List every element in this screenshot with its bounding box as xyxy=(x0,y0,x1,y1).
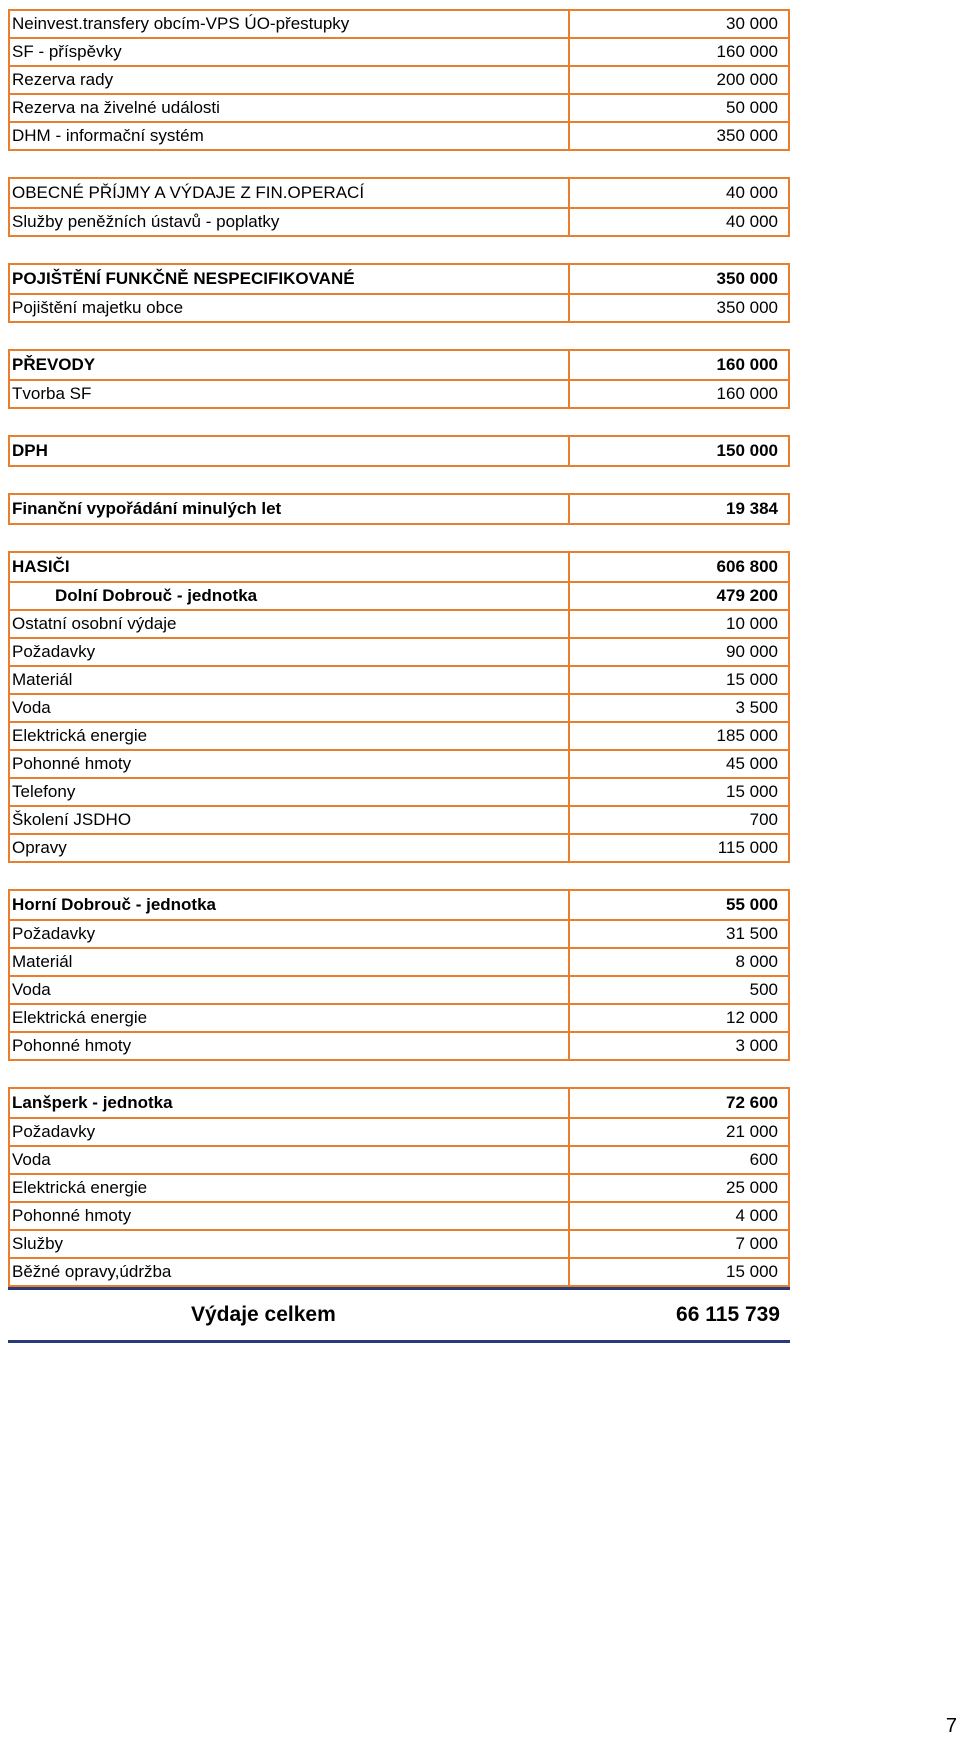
row-label: Rezerva na živelné události xyxy=(12,98,220,117)
row-label: Opravy xyxy=(12,838,67,857)
row-value: 72 600 xyxy=(726,1093,778,1112)
row-value: 15 000 xyxy=(726,1262,778,1281)
block-settlement xyxy=(8,493,790,525)
row-value: 4 000 xyxy=(735,1206,778,1225)
row-label: Školení JSDHO xyxy=(12,810,132,829)
row-value: 15 000 xyxy=(726,670,778,689)
row-label: Pohonné hmoty xyxy=(12,1036,132,1055)
row-label: Voda xyxy=(12,698,51,717)
row-value: 600 xyxy=(749,1150,778,1169)
row-label: Telefony xyxy=(12,782,76,801)
row-value: 160 000 xyxy=(716,355,778,374)
table-row xyxy=(10,11,788,37)
row-value: 479 200 xyxy=(716,586,778,605)
table-row xyxy=(10,975,788,1003)
row-value: 40 000 xyxy=(726,212,778,231)
row-value: 115 000 xyxy=(717,838,778,857)
row-value: 160 000 xyxy=(716,384,778,403)
table-row xyxy=(10,581,788,609)
section-heading: HASIČI xyxy=(12,557,70,576)
row-value: 40 000 xyxy=(726,183,778,202)
row-value: 19 384 xyxy=(726,499,778,518)
row-label: Rezerva rady xyxy=(12,70,114,89)
row-value: 3 500 xyxy=(735,698,778,717)
row-label: DHM - informační systém xyxy=(12,126,204,145)
block-horni-dobrouc xyxy=(8,889,790,1061)
table-row xyxy=(10,947,788,975)
block-dph xyxy=(8,435,790,467)
total-bottom-rule xyxy=(8,1340,790,1343)
row-value: 3 000 xyxy=(735,1036,778,1055)
total-section xyxy=(8,1287,790,1343)
subsection-heading: Dolní Dobrouč - jednotka xyxy=(55,586,258,605)
table-row xyxy=(10,293,788,321)
table-row xyxy=(10,495,788,523)
row-label: Pohonné hmoty xyxy=(12,1206,132,1225)
table-row xyxy=(10,1031,788,1059)
row-value: 25 000 xyxy=(726,1178,778,1197)
table-row xyxy=(10,65,788,93)
row-label: Služby peněžních ústavů - poplatky xyxy=(12,212,280,231)
row-label: Voda xyxy=(12,980,51,999)
budget-document xyxy=(8,9,790,1313)
row-label: Voda xyxy=(12,1150,51,1169)
row-value: 7 000 xyxy=(735,1234,778,1253)
table-row xyxy=(10,1173,788,1201)
row-value: 350 000 xyxy=(716,269,778,288)
row-value: 200 000 xyxy=(716,70,778,89)
table-row xyxy=(10,351,788,379)
row-label: Elektrická energie xyxy=(12,1178,148,1197)
table-row xyxy=(10,693,788,721)
table-row xyxy=(10,777,788,805)
table-row xyxy=(10,749,788,777)
table-row xyxy=(10,833,788,861)
table-row xyxy=(10,919,788,947)
table-row xyxy=(10,37,788,65)
section-heading: Finanční vypořádání minulých let xyxy=(12,499,282,518)
row-value: 8 000 xyxy=(735,952,778,971)
row-label: Požadavky xyxy=(12,642,96,661)
block-transfers xyxy=(8,9,790,151)
row-value: 160 000 xyxy=(716,42,778,61)
table-row xyxy=(10,1229,788,1257)
row-value: 10 000 xyxy=(726,614,778,633)
row-value: 45 000 xyxy=(726,754,778,773)
table-row xyxy=(10,1003,788,1031)
row-value: 700 xyxy=(749,810,778,829)
row-label: Materiál xyxy=(12,670,73,689)
table-row xyxy=(10,553,788,581)
table-row xyxy=(10,121,788,149)
table-row xyxy=(10,665,788,693)
row-label: Materiál xyxy=(12,952,73,971)
row-label: Elektrická energie xyxy=(12,1008,148,1027)
block-fin-operations xyxy=(8,177,790,237)
table-row xyxy=(10,891,788,919)
section-heading: Horní Dobrouč - jednotka xyxy=(12,895,216,914)
row-value: 31 500 xyxy=(726,924,778,943)
row-label: SF - příspěvky xyxy=(12,42,122,61)
table-row xyxy=(10,721,788,749)
table-row xyxy=(10,265,788,293)
row-value: 90 000 xyxy=(726,642,778,661)
section-heading: PŘEVODY xyxy=(12,355,96,374)
row-label: Požadavky xyxy=(12,924,96,943)
row-value: 55 000 xyxy=(726,895,778,914)
table-row xyxy=(10,437,788,465)
row-value: 50 000 xyxy=(726,98,778,117)
row-value: 350 000 xyxy=(716,126,778,145)
section-heading: POJIŠTĚNÍ FUNKČNĚ NESPECIFIKOVANÉ xyxy=(12,269,355,288)
row-value: 15 000 xyxy=(726,782,778,801)
row-label: Požadavky xyxy=(12,1122,96,1141)
row-label: Elektrická energie xyxy=(12,726,148,745)
row-label: Tvorba SF xyxy=(12,384,92,403)
table-row xyxy=(10,93,788,121)
row-label: Pojištění majetku obce xyxy=(12,298,184,317)
table-row xyxy=(10,379,788,407)
row-value: 500 xyxy=(749,980,778,999)
row-value: 350 000 xyxy=(716,298,778,317)
row-value: 30 000 xyxy=(726,14,778,33)
row-value: 185 000 xyxy=(716,726,778,745)
table-row xyxy=(10,1201,788,1229)
total-value: 66 115 739 xyxy=(676,1303,780,1326)
block-insurance xyxy=(8,263,790,323)
block-firefighters xyxy=(8,551,790,863)
row-label: Pohonné hmoty xyxy=(12,754,132,773)
total-label: Výdaje celkem xyxy=(191,1303,336,1326)
table-row xyxy=(10,207,788,235)
row-label: Ostatní osobní výdaje xyxy=(12,614,177,633)
block-lansperk xyxy=(8,1087,790,1287)
total-row xyxy=(8,1290,790,1340)
row-value: 12 000 xyxy=(726,1008,778,1027)
table-row xyxy=(10,179,788,207)
block-transfers-sf xyxy=(8,349,790,409)
table-row xyxy=(10,637,788,665)
table-row xyxy=(10,609,788,637)
row-value: 150 000 xyxy=(716,441,778,460)
row-value: 21 000 xyxy=(726,1122,778,1141)
table-row xyxy=(10,1145,788,1173)
section-heading: OBECNÉ PŘÍJMY A VÝDAJE Z FIN.OPERACÍ xyxy=(12,183,365,202)
page-number: 7 xyxy=(945,1715,957,1737)
row-label: Služby xyxy=(12,1234,64,1253)
table-row xyxy=(10,1089,788,1117)
section-heading: DPH xyxy=(12,441,48,460)
table-row xyxy=(10,1257,788,1285)
table-row xyxy=(10,1117,788,1145)
table-row xyxy=(10,805,788,833)
row-label: Běžné opravy,údržba xyxy=(12,1262,172,1281)
section-heading: Lanšperk - jednotka xyxy=(12,1093,173,1112)
row-label: Neinvest.transfery obcím-VPS ÚO-přestupky xyxy=(12,14,350,33)
row-value: 606 800 xyxy=(716,557,778,576)
